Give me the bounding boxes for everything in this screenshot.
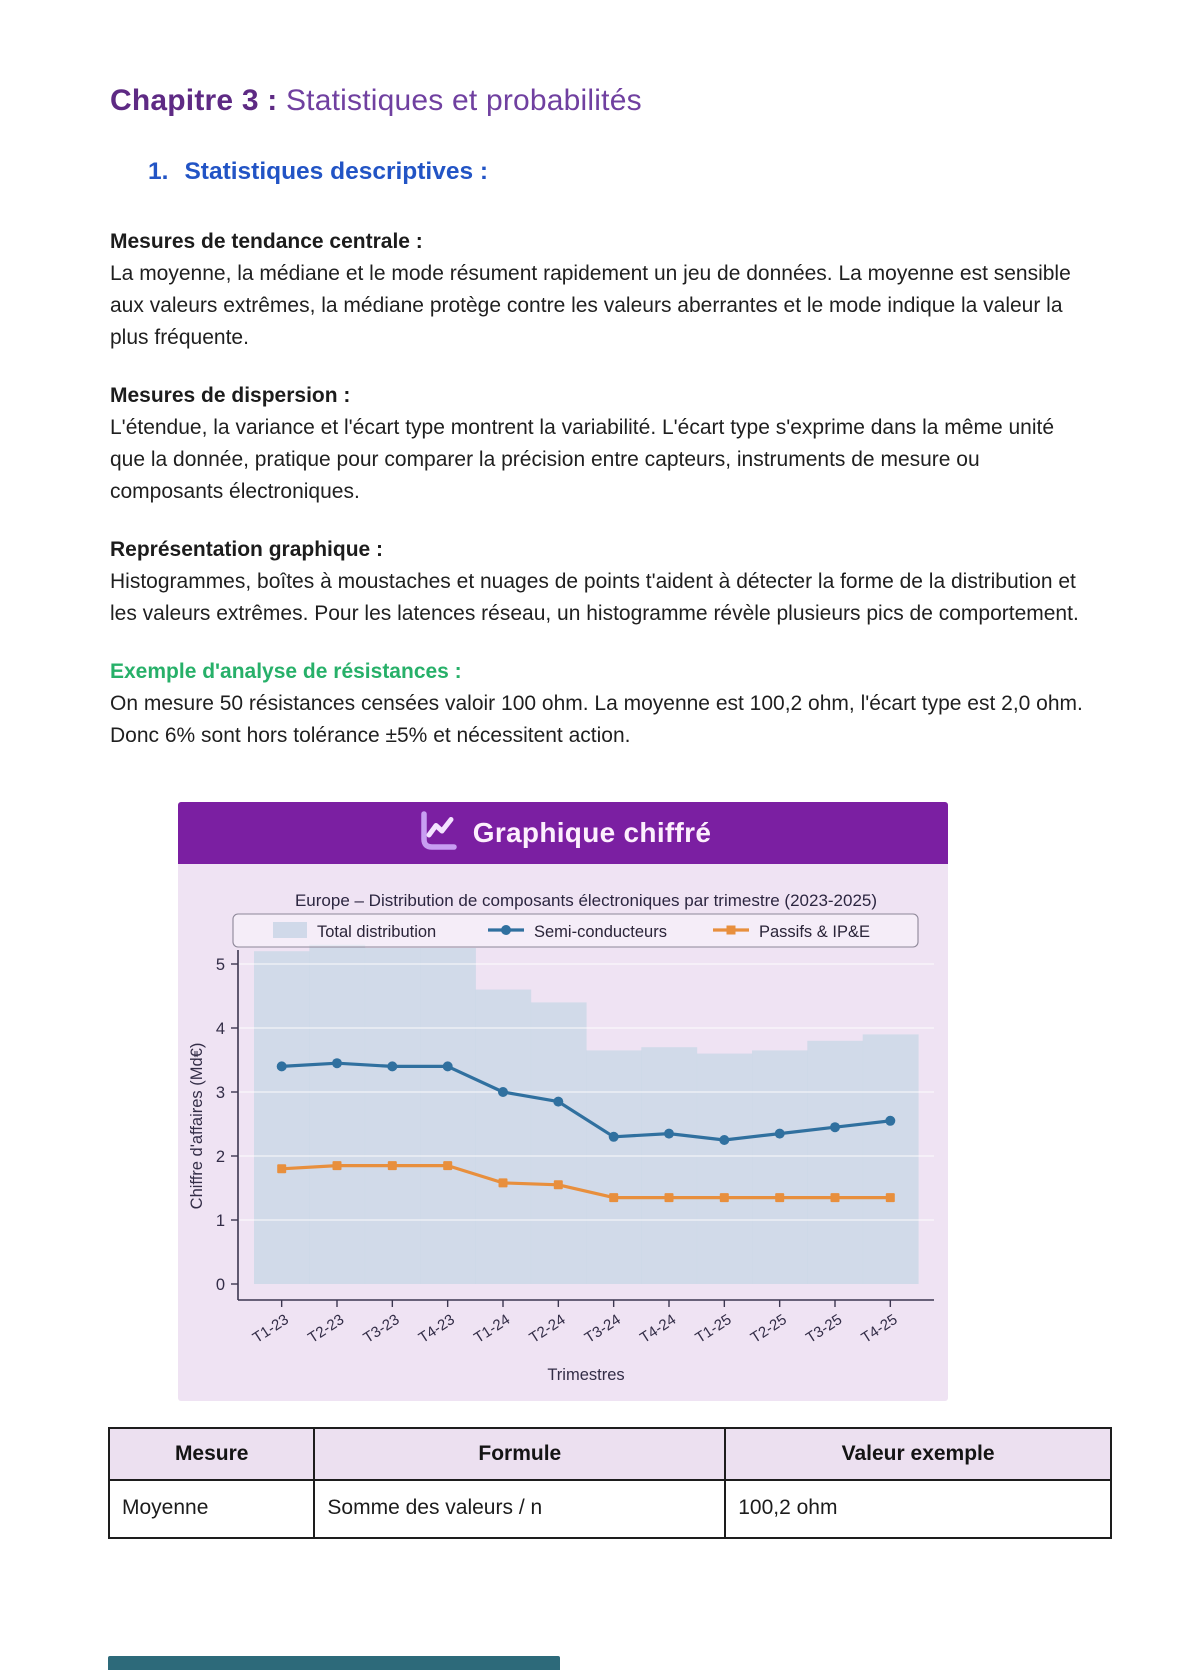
svg-text:T2-23: T2-23	[305, 1311, 348, 1347]
svg-text:T1-23: T1-23	[249, 1311, 292, 1347]
chart-card	[178, 802, 948, 1401]
cell-valeur: 100,2 ohm	[725, 1480, 1111, 1538]
section-heading	[148, 158, 1090, 186]
svg-text:2: 2	[215, 1148, 225, 1166]
chart-banner	[178, 802, 948, 864]
paragraph-body: Histogrammes, boîtes à moustaches et nuages de points t'aident à détecter la forme de la distribution et les valeurs extrêmes. Pour les latences réseau, un histogramme révèle plusieurs pics de comportement.	[110, 570, 1079, 625]
paragraph-heading: Mesures de tendance centrale :	[110, 230, 423, 253]
svg-text:T1-24: T1-24	[471, 1311, 514, 1347]
paragraph-body: L'étendue, la variance et l'écart type montrent la variabilité. L'écart type s'exprime dans la même unité que la donnée, pratique pour comparer la précision entre capteurs, instruments de mesure ou composants électroniques.	[110, 416, 1055, 503]
cutoff-next-row-fragment	[108, 1656, 560, 1670]
svg-text:3: 3	[215, 1084, 225, 1102]
svg-text:5: 5	[215, 956, 225, 974]
cell-formule: Somme des valeurs / n	[314, 1480, 725, 1538]
svg-text:Europe – Distribution de compo: Europe – Distribution de composants électroniques par trimestre (2023-2025)	[294, 891, 878, 910]
column-header-mesure: Mesure	[109, 1428, 314, 1480]
svg-text:T2-25: T2-25	[747, 1311, 790, 1347]
column-header-formule: Formule	[314, 1428, 725, 1480]
svg-text:4: 4	[215, 1020, 225, 1038]
svg-text:Total distribution: Total distribution	[317, 923, 437, 941]
svg-text:Semi-conducteurs: Semi-conducteurs	[534, 923, 667, 941]
paragraph-heading: Représentation graphique :	[110, 538, 384, 561]
svg-text:Trimestres: Trimestres	[547, 1366, 625, 1384]
svg-text:T1-25: T1-25	[692, 1311, 735, 1347]
svg-text:T2-24: T2-24	[526, 1311, 569, 1347]
table-row	[109, 1480, 1111, 1538]
line-chart-icon	[415, 809, 459, 858]
svg-text:T4-25: T4-25	[858, 1311, 901, 1347]
stats-table	[108, 1427, 1112, 1539]
svg-text:T4-24: T4-24	[637, 1311, 680, 1347]
paragraph-body: On mesure 50 résistances censées valoir 100 ohm. La moyenne est 100,2 ohm, l'écart type est 2,0 ohm. Donc 6% sont hors tolérance ±5% et nécessitent action.	[110, 692, 1083, 747]
svg-text:T3-23: T3-23	[360, 1311, 403, 1347]
paragraph-exemple-resistances	[110, 656, 1090, 752]
svg-text:0: 0	[215, 1276, 225, 1294]
paragraph-heading: Mesures de dispersion :	[110, 384, 351, 407]
cell-mesure: Moyenne	[109, 1480, 314, 1538]
chapter-label: Chapitre 3 :	[110, 84, 278, 117]
svg-text:T3-25: T3-25	[803, 1311, 846, 1347]
svg-text:T3-24: T3-24	[581, 1311, 624, 1347]
svg-text:Passifs & IP&E: Passifs & IP&E	[759, 923, 870, 941]
section-title: Statistiques descriptives :	[184, 158, 489, 185]
section-number: 1.	[148, 158, 169, 185]
paragraph-body: La moyenne, la médiane et le mode résument rapidement un jeu de données. La moyenne est sensible aux valeurs extrêmes, la médiane protège contre les valeurs aberrantes et le mode indique la valeur la plus fréquente.	[110, 262, 1071, 349]
column-header-valeur: Valeur exemple	[725, 1428, 1111, 1480]
chart-banner-title: Graphique chiffré	[472, 817, 712, 848]
table-header-row	[109, 1428, 1111, 1480]
example-heading: Exemple d'analyse de résistances :	[110, 660, 462, 683]
svg-text:Chiffre d'affaires (Md€): Chiffre d'affaires (Md€)	[188, 1042, 206, 1210]
svg-text:T4-23: T4-23	[415, 1311, 458, 1347]
paragraph-dispersion	[110, 380, 1090, 508]
quarterly-distribution-chart	[178, 864, 948, 1401]
page-title	[110, 84, 1090, 118]
chart-area	[178, 864, 948, 1401]
svg-text:1: 1	[215, 1212, 225, 1230]
chapter-subtitle: Statistiques et probabilités	[277, 84, 642, 117]
paragraph-tendance-centrale	[110, 226, 1090, 354]
paragraph-representation-graphique	[110, 534, 1090, 630]
